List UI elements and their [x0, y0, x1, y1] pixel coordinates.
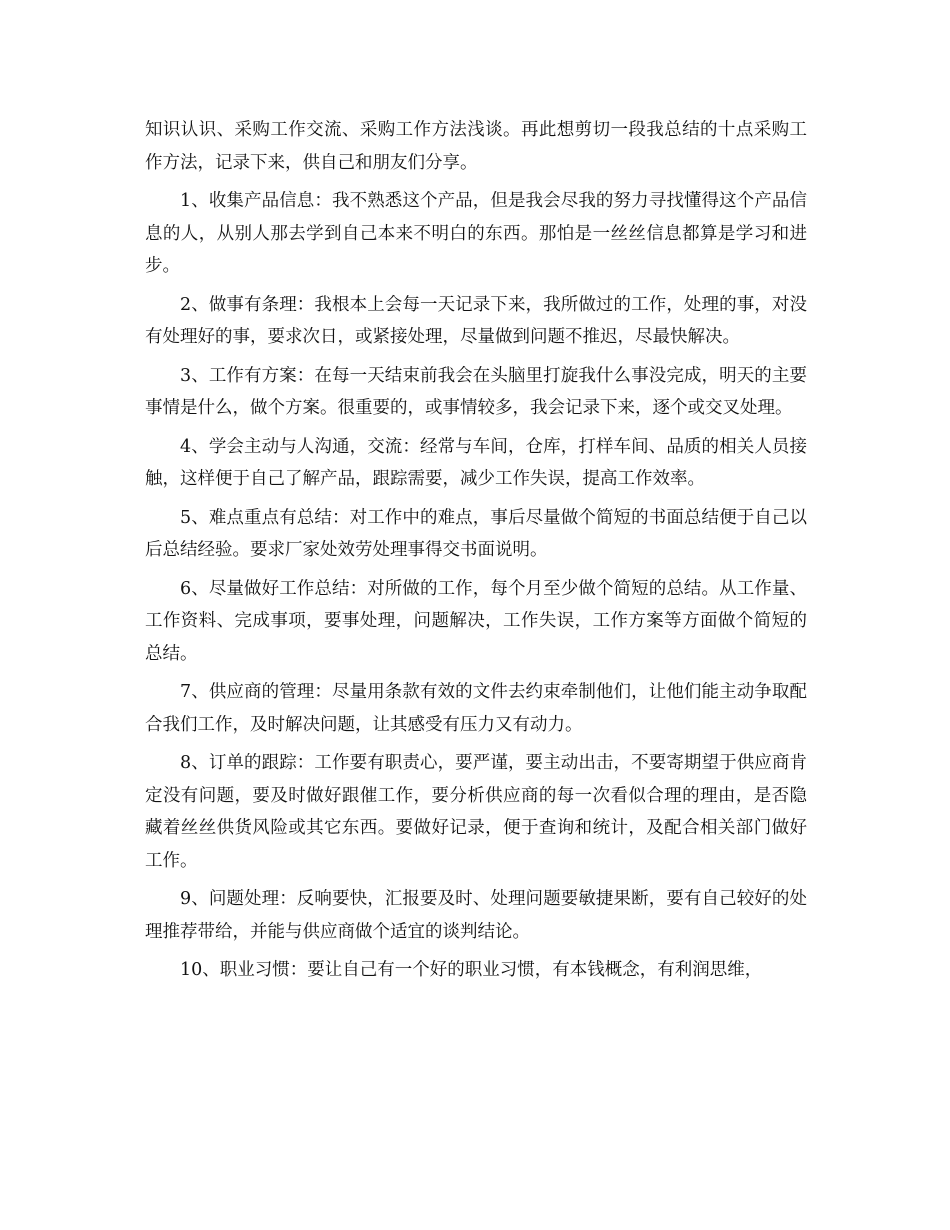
paragraph-item-1: 1、收集产品信息：我不熟悉这个产品，但是我会尽我的努力寻找懂得这个产品信息的人，从别人那去学到自己本来不明白的东西。那怕是一丝丝信息都算是学习和进步。 [145, 191, 807, 276]
paragraph-item-3: 3、工作有方案：在每一天结束前我会在头脑里打旋我什么事没完成，明天的主要事情是什么，做个方案。很重要的，或事情较多，我会记录下来，逐个或交叉处理。 [145, 365, 807, 418]
paragraph-item-9: 9、问题处理：反响要快，汇报要及时、处理问题要敏捷果断，要有自己较好的处理推荐带给，并能与供应商做个适宜的谈判结论。 [145, 889, 807, 942]
paragraph-item-4: 4、学会主动与人沟通，交流：经常与车间，仓库，打样车间、品质的相关人员接触，这样便于自己了解产品，跟踪需要，减少工作失误，提高工作效率。 [145, 436, 807, 489]
paragraph-item-10: 10、职业习惯：要让自己有一个好的职业习惯，有本钱概念，有利润思维， [180, 960, 763, 980]
paragraph-item-6: 6、尽量做好工作总结：对所做的工作，每个月至少做个简短的总结。从工作量、工作资料、完成事项，要事处理，问题解决，工作失误，工作方案等方面做个简短的总结。 [145, 578, 807, 664]
paragraph-item-8: 8、订单的跟踪：工作要有职责心，要严谨，要主动出击，不要寄期望于供应商肯定没有问题，要及时做好跟催工作，要分析供应商的每一次看似合理的理由，是否隐藏着丝丝供货风险或其它东西。要做好记录，便于查询和统计，及配合相关部门做好工作。 [145, 753, 807, 871]
paragraph-item-7: 7、供应商的管理：尽量用条款有效的文件去约束牵制他们，让他们能主动争取配合我们工作，及时解决问题，让其感受有压力又有动力。 [145, 682, 807, 735]
paragraph-intro: 知识认识、采购工作交流、采购工作方法浅谈。再此想剪切一段我总结的十点采购工作方法，记录下来，供自己和朋友们分享。 [145, 120, 807, 173]
paragraph-item-2: 2、做事有条理：我根本上会每一天记录下来，我所做过的工作，处理的事，对没有处理好的事，要求次日，或紧接处理，尽量做到问题不推迟，尽最快解决。 [145, 294, 807, 347]
document-body [145, 114, 807, 993]
paragraph-item-5: 5、难点重点有总结：对工作中的难点，事后尽量做个简短的书面总结便于自己以后总结经验。要求厂家处效劳处理事得交书面说明。 [145, 507, 807, 560]
